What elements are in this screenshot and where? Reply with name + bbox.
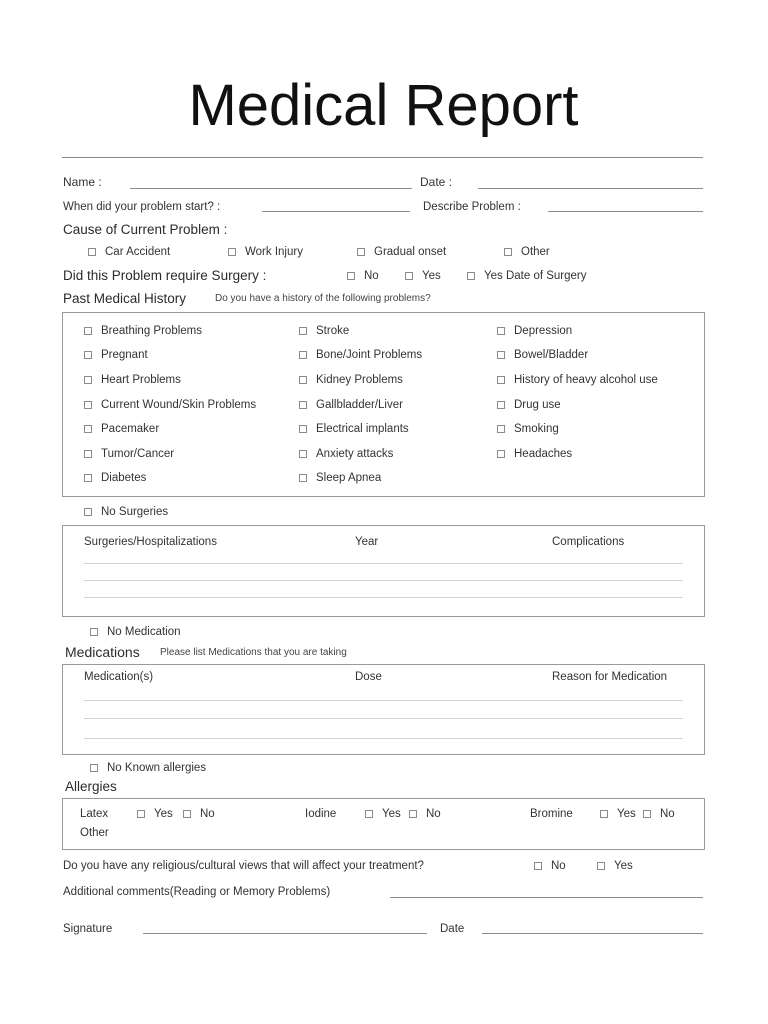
- option-label: Pacemaker: [101, 423, 160, 435]
- religious-option-no[interactable]: [534, 859, 566, 873]
- option-label: Bowel/Bladder: [514, 349, 589, 361]
- history-option[interactable]: [84, 398, 256, 412]
- allergy-option-yes[interactable]: [137, 807, 173, 821]
- option-label: Depression: [514, 325, 573, 337]
- history-option[interactable]: [299, 348, 422, 362]
- describe-problem-field[interactable]: [548, 211, 703, 212]
- table-row[interactable]: [84, 718, 683, 719]
- signature-date-field[interactable]: [482, 933, 703, 934]
- allergy-option-no[interactable]: [643, 807, 675, 821]
- history-option[interactable]: [84, 373, 181, 387]
- checkbox[interactable]: [84, 450, 92, 458]
- checkbox[interactable]: [84, 327, 92, 335]
- column-header: Year: [355, 536, 379, 548]
- allergy-other-label: Other: [80, 827, 109, 839]
- history-option[interactable]: [299, 398, 403, 412]
- checkbox[interactable]: [467, 272, 475, 280]
- column-header: Complications: [552, 536, 625, 548]
- checkbox[interactable]: [357, 248, 365, 256]
- history-option[interactable]: [84, 447, 174, 461]
- allergies-box: [62, 798, 705, 850]
- option-label: Yes: [614, 860, 633, 872]
- option-label: Yes: [382, 808, 401, 820]
- option-label: No: [660, 808, 675, 820]
- option-label: No: [426, 808, 441, 820]
- checkbox[interactable]: [534, 862, 542, 870]
- checkbox[interactable]: [497, 327, 505, 335]
- table-row[interactable]: [84, 700, 683, 701]
- option-label: Pregnant: [101, 349, 148, 361]
- checkbox[interactable]: [84, 425, 92, 433]
- checkbox[interactable]: [299, 327, 307, 335]
- allergy-name: Latex: [80, 808, 109, 820]
- checkbox[interactable]: [497, 351, 505, 359]
- allergy-option-no[interactable]: [409, 807, 441, 821]
- option-label: Work Injury: [245, 246, 303, 258]
- table-row[interactable]: [84, 597, 683, 598]
- signature-date-label: Date: [440, 923, 465, 935]
- checkbox[interactable]: [347, 272, 355, 280]
- option-label: No Surgeries: [101, 506, 169, 518]
- checkbox[interactable]: [600, 810, 608, 818]
- column-header: Reason for Medication: [552, 671, 668, 683]
- checkbox[interactable]: [90, 764, 98, 772]
- checkbox[interactable]: [183, 810, 191, 818]
- option-label: Kidney Problems: [316, 374, 403, 386]
- history-option[interactable]: [299, 373, 403, 387]
- checkbox[interactable]: [299, 425, 307, 433]
- additional-comments-field[interactable]: [390, 897, 703, 898]
- name-label: Name :: [63, 175, 102, 189]
- column-header: Surgeries/Hospitalizations: [84, 536, 217, 548]
- checkbox[interactable]: [497, 376, 505, 384]
- history-option[interactable]: [299, 447, 393, 461]
- option-label: Electrical implants: [316, 423, 409, 435]
- checkbox[interactable]: [409, 810, 417, 818]
- allergy-option-yes[interactable]: [600, 807, 636, 821]
- option-label: Gallbladder/Liver: [316, 399, 403, 411]
- religious-question: Do you have any religious/cultural views that will affect your treatment?: [63, 860, 424, 872]
- signature-label: Signature: [63, 923, 113, 935]
- option-label: Gradual onset: [374, 246, 447, 258]
- history-option[interactable]: [299, 422, 409, 436]
- checkbox[interactable]: [228, 248, 236, 256]
- checkbox[interactable]: [84, 376, 92, 384]
- history-heading: Past Medical History: [63, 291, 187, 306]
- checkbox[interactable]: [497, 450, 505, 458]
- option-label: Current Wound/Skin Problems: [101, 399, 257, 411]
- religious-option-yes[interactable]: [597, 859, 633, 873]
- history-option[interactable]: [497, 373, 658, 387]
- option-label: Yes: [422, 270, 441, 282]
- checkbox[interactable]: [84, 401, 92, 409]
- allergy-option-yes[interactable]: [365, 807, 401, 821]
- date-label: Date :: [420, 175, 453, 189]
- option-label: Headaches: [514, 448, 573, 460]
- checkbox[interactable]: [299, 401, 307, 409]
- table-row[interactable]: [84, 580, 683, 581]
- name-field[interactable]: [130, 188, 412, 189]
- option-label: Diabetes: [101, 472, 147, 484]
- allergy-option-no[interactable]: [183, 807, 215, 821]
- cause-option-car-accident[interactable]: [88, 245, 170, 259]
- option-label: Yes Date of Surgery: [484, 270, 587, 282]
- allergy-name: Iodine: [305, 808, 337, 820]
- surgery-question: Did this Problem require Surgery :: [63, 268, 267, 283]
- problem-start-label: When did your problem start? :: [63, 201, 221, 213]
- checkbox[interactable]: [643, 810, 651, 818]
- history-option[interactable]: [84, 471, 146, 485]
- checkbox[interactable]: [299, 450, 307, 458]
- checkbox[interactable]: [299, 351, 307, 359]
- history-option[interactable]: [497, 422, 559, 436]
- checkbox[interactable]: [137, 810, 145, 818]
- signature-field[interactable]: [143, 933, 427, 934]
- option-label: Yes: [154, 808, 173, 820]
- medications-subheading: Please list Medications that you are taking: [160, 647, 347, 658]
- option-label: Smoking: [514, 423, 559, 435]
- history-option[interactable]: [497, 398, 561, 412]
- option-label: Bone/Joint Problems: [316, 349, 423, 361]
- history-option[interactable]: [84, 324, 202, 338]
- history-option[interactable]: [84, 348, 148, 362]
- cause-heading: Cause of Current Problem :: [63, 222, 228, 237]
- option-label: No: [200, 808, 215, 820]
- page-title: Medical Report: [188, 73, 579, 138]
- column-header: Medication(s): [84, 671, 154, 683]
- option-label: No: [551, 860, 566, 872]
- no-medication-option[interactable]: [90, 625, 181, 639]
- option-label: No: [364, 270, 379, 282]
- medications-heading: Medications: [65, 644, 140, 660]
- history-option[interactable]: [497, 348, 588, 362]
- checkbox[interactable]: [90, 628, 98, 636]
- table-row[interactable]: [84, 738, 683, 739]
- checkbox[interactable]: [299, 376, 307, 384]
- checkbox[interactable]: [497, 425, 505, 433]
- history-option[interactable]: [497, 447, 572, 461]
- checkbox[interactable]: [504, 248, 512, 256]
- column-header: Dose: [355, 671, 382, 683]
- allergy-name: Bromine: [530, 808, 573, 820]
- problem-start-field[interactable]: [262, 211, 410, 212]
- option-label: Yes: [617, 808, 636, 820]
- option-label: Sleep Apnea: [316, 472, 382, 484]
- checkbox[interactable]: [405, 272, 413, 280]
- checkbox[interactable]: [299, 474, 307, 482]
- table-row[interactable]: [84, 563, 683, 564]
- describe-problem-label: Describe Problem :: [423, 201, 521, 213]
- option-label: No Medication: [107, 626, 181, 638]
- history-subheading: Do you have a history of the following problems?: [215, 293, 431, 304]
- option-label: Breathing Problems: [101, 325, 202, 337]
- checkbox[interactable]: [84, 508, 92, 516]
- no-known-allergies-option[interactable]: [90, 761, 206, 775]
- option-label: Anxiety attacks: [316, 448, 394, 460]
- option-label: No Known allergies: [107, 762, 207, 774]
- option-label: Other: [521, 246, 550, 258]
- additional-comments-label: Additional comments(Reading or Memory Problems): [63, 886, 331, 898]
- checkbox[interactable]: [497, 401, 505, 409]
- checkbox[interactable]: [597, 862, 605, 870]
- cause-option-work-injury[interactable]: [228, 245, 303, 259]
- option-label: Stroke: [316, 325, 350, 337]
- history-option[interactable]: [299, 471, 381, 485]
- no-surgeries-option[interactable]: [84, 505, 168, 519]
- option-label: History of heavy alcohol use: [514, 374, 658, 386]
- surgery-option-yes[interactable]: [405, 269, 441, 283]
- surgery-option-no[interactable]: [347, 269, 379, 283]
- checkbox[interactable]: [365, 810, 373, 818]
- cause-option-gradual-onset[interactable]: [357, 245, 446, 259]
- history-option[interactable]: [299, 324, 349, 338]
- option-label: Heart Problems: [101, 374, 181, 386]
- allergies-heading: Allergies: [65, 779, 117, 794]
- checkbox[interactable]: [84, 351, 92, 359]
- option-label: Drug use: [514, 399, 561, 411]
- option-label: Car Accident: [105, 246, 171, 258]
- history-option[interactable]: [84, 422, 159, 436]
- cause-option-other[interactable]: [504, 245, 550, 259]
- checkbox[interactable]: [88, 248, 96, 256]
- history-option[interactable]: [497, 324, 572, 338]
- title-divider: [62, 157, 703, 158]
- date-field[interactable]: [478, 188, 703, 189]
- surgery-option-yes-date[interactable]: [467, 269, 587, 283]
- option-label: Tumor/Cancer: [101, 448, 175, 460]
- checkbox[interactable]: [84, 474, 92, 482]
